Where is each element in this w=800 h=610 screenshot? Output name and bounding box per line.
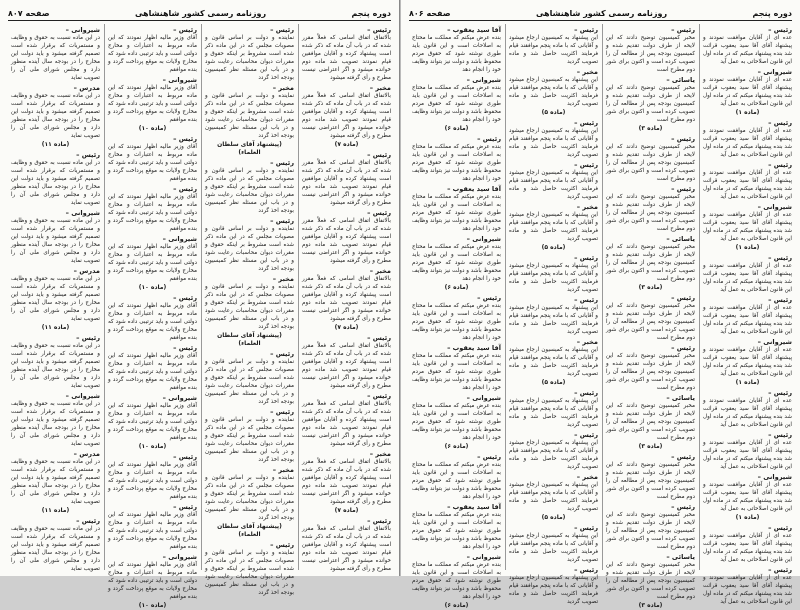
speaker-name: شیروانی – <box>162 235 197 243</box>
paragraph-text: بالاتفاق اتفاق اسامی که فعلاً مقرر شده که در باب آن ماده که ذکر شده است پیشنهاد کرده و آقایان موافقین قیام نمودند تصویب شد ماده دوم خوانده میشود و اگر اعتراضی نیست مطرح و رأی گرفته میشود <box>302 93 391 139</box>
speaker-name: مدرس – <box>73 84 100 92</box>
paragraph-text: این پیشنهاد به کمیسیون ارجاع میشود و آقایانی که با ماده پنجم موافقند قیام فرمایند اکثریت حاصل شد و ماده تصویب گردید <box>509 212 598 242</box>
speaker-name: رئیس – <box>574 254 598 262</box>
paragraph-text: مخبر کمیسیون توضیح دادند که این لایحه از طرف دولت تقدیم شده و کمیسیون بودجه پس از مطالعه آن را تصویب کرده است و اکنون برای شور دوم مطرح است <box>606 462 695 500</box>
speaker-name: مخبر – <box>369 84 391 92</box>
speaker-name: رئیس – <box>671 135 695 143</box>
left-page-columns <box>8 24 391 609</box>
paragraph-text: بنده عرض میکنم که مملکت ما محتاج به اصلاحات است و این قانون باید طوری نوشته شود که حقوق مردم محفوظ باشد و دولت نیز بتواند وظایف خود را انجام دهد <box>412 85 501 123</box>
paragraph-text: آقای وزیر مالیه اظهار نمودند که این ماده مربوط به اعتبارات و مخارج دولتی است و باید ترتیبی داده شود که مخارج ولایات به موقع پرداخت گردد و بنده موافقم <box>108 244 197 282</box>
paragraph-text: عده ای از آقایان موافقت نمودند و پیشنهاد آقای آقا سید یعقوب قرائت شد بنده پیشنهاد میکنم که در ماده اول این قانون اصلاحاتی به عمل آید <box>703 440 792 470</box>
article-reference: (ماده ۷) <box>334 324 359 331</box>
paragraph-text: نماینده و دولت بر اساس قانون و مصوبات مجلس که در این ماده ذکر شده است مشروط بر اینکه حقوق و مقررات دیوان محاسبات رعایت شود و در باب این مسئله نظر کمیسیون بودجه اخذ گردد <box>205 417 294 463</box>
article-reference: (ماده ۳) <box>638 443 663 450</box>
paragraph-text: این پیشنهاد به کمیسیون ارجاع میشود و آقایانی که با ماده پنجم موافقند قیام فرمایند اکثریت حاصل شد و ماده تصویب گردید <box>509 482 598 512</box>
speaker-name: رئیس – <box>768 389 792 397</box>
paragraph-text: بنده عرض میکنم که مملکت ما محتاج به اصلاحات است و این قانون باید طوری نوشته شود که حقوق مردم محفوظ باشد و دولت نیز بتواند وظایف خود را انجام دهد <box>412 512 501 550</box>
speaker-name: رئیس – <box>173 453 197 461</box>
article-reference: (ماده ۶) <box>444 602 469 609</box>
speaker-name: رئیس – <box>270 350 294 358</box>
paragraph-text: بنده عرض میکنم که مملکت ما محتاج به اصلاحات است و این قانون باید طوری نوشته شود که حقوق مردم محفوظ باشد و دولت نیز بتواند وظایف خود را انجام دهد <box>412 303 501 341</box>
speaker-name: مخبر – <box>272 275 294 283</box>
paragraph-text: در این ماده نسبت به حقوق و وظایف و مستمریات که برقرار شده است تصمیم گرفته میشود و باید دولت این مخارج را در بودجه سال آینده منظور دارد و مجلس شورای ملی آن را تصویب نماید <box>11 218 100 264</box>
paragraph-text: بنده عرض میکنم که مملکت ما محتاج به اصلاحات است و این قانون باید طوری نوشته شود که حقوق مردم محفوظ باشد و دولت نیز بتواند وظایف خود را انجام دهد <box>412 35 501 73</box>
speaker-name: یاسائی – <box>666 553 695 561</box>
paragraph-text: این پیشنهاد به کمیسیون ارجاع میشود و آقایانی که با ماده پنجم موافقند قیام فرمایند اکثریت حاصل شد و ماده تصویب گردید <box>509 35 598 65</box>
paragraph-text: نماینده و دولت بر اساس قانون و مصوبات مجلس که در این ماده ذکر شده است مشروط بر اینکه حقوق و مقررات دیوان محاسبات رعایت شود و در باب این مسئله نظر کمیسیون بودجه اخذ گردد <box>205 168 294 214</box>
paragraph-text: آقای وزیر مالیه اظهار نمودند که این ماده مربوط به اعتبارات و مخارج دولتی است و باید ترتیبی داده شود که مخارج ولایات به موقع پرداخت گردد و بنده موافقم <box>108 403 197 441</box>
article-reference: (ماده ۵) <box>541 244 566 251</box>
paragraph-text: بالاتفاق اتفاق اسامی که فعلاً مقرر شده که در باب آن ماده که ذکر شده است پیشنهاد کرده و آقایان موافقین قیام نمودند تصویب شد ماده دوم خوانده میشود و اگر اعتراضی نیست مطرح و رأی گرفته میشود <box>302 526 391 572</box>
paragraph-text: این پیشنهاد به کمیسیون ارجاع میشود و آقایانی که با ماده پنجم موافقند قیام فرمایند اکثریت حاصل شد و ماده تصویب گردید <box>509 575 598 605</box>
article-reference: (ماده ۱) <box>735 109 760 116</box>
paragraph-text: نماینده و دولت بر اساس قانون و مصوبات مجلس که در این ماده ذکر شده است مشروط بر اینکه حقوق و مقررات دیوان محاسبات رعایت شود و در باب این مسئله نظر کمیسیون بودجه اخذ گردد <box>205 284 294 330</box>
paragraph-text: در این ماده نسبت به حقوق و وظایف و مستمریات که برقرار شده است تصمیم گرفته میشود و باید دولت این مخارج را در بودجه سال آینده منظور دارد و مجلس شورای ملی آن را تصویب نماید <box>11 35 100 81</box>
speaker-name: رئیس – <box>76 151 100 159</box>
paragraph-text: آقای وزیر مالیه اظهار نمودند که این ماده مربوط به اعتبارات و مخارج دولتی است و باید ترتیبی داده شود که مخارج ولایات به موقع پرداخت گردد و بنده موافقم <box>108 85 197 123</box>
paragraph-text: آقای وزیر مالیه اظهار نمودند که این ماده مربوط به اعتبارات و مخارج دولتی است و باید ترتیبی داده شود که مخارج ولایات به موقع پرداخت گردد و بنده موافقم <box>108 353 197 391</box>
article-reference: (ماده ۷) <box>334 507 359 514</box>
paragraph-text: مخبر کمیسیون توضیح دادند که این لایحه از طرف دولت تقدیم شده و کمیسیون بودجه پس از مطالعه آن را تصویب کرده است و اکنون برای شور دوم مطرح است <box>606 512 695 550</box>
article-reference: (ماده ۱۰) <box>138 284 167 291</box>
paragraph-text: نماینده و دولت بر اساس قانون و مصوبات مجلس که در این ماده ذکر شده است مشروط بر اینکه حقوق و مقررات دیوان محاسبات رعایت شود و در باب این مسئله نظر کمیسیون بودجه اخذ گردد <box>205 475 294 521</box>
speaker-name: رئیس – <box>768 296 792 304</box>
article-reference: (ماده ۵) <box>541 514 566 521</box>
speaker-name: شیروانی – <box>65 209 100 217</box>
paragraph-text: عده ای از آقایان موافقت نمودند و پیشنهاد آقای آقا سید یعقوب قرائت شد بنده پیشنهاد میکنم که در ماده اول این قانون اصلاحاتی به عمل آید <box>703 347 792 377</box>
speaker-name: رئیس – <box>671 26 695 34</box>
paragraph-text: آقای وزیر مالیه اظهار نمودند که این ماده مربوط به اعتبارات و مخارج دولتی است و باید ترتیبی داده شود که مخارج ولایات به موقع پرداخت گردد و بنده موافقم <box>108 462 197 500</box>
speaker-name: مخبر – <box>576 203 598 211</box>
article-reference: (ماده ۷) <box>334 141 359 148</box>
paragraph-text: بالاتفاق اتفاق اسامی که فعلاً مقرر شده که در باب آن ماده که ذکر شده است پیشنهاد کرده و آقایان موافقین قیام نمودند تصویب شد ماده دوم خوانده میشود و اگر اعتراضی نیست مطرح و رأی گرفته میشود <box>302 218 391 264</box>
paragraph-text: نماینده و دولت بر اساس قانون و مصوبات مجلس که در این ماده ذکر شده است مشروط بر اینکه حقوق و مقررات دیوان محاسبات رعایت شود و در باب این مسئله نظر کمیسیون بودجه اخذ گردد <box>205 550 294 596</box>
speaker-name: رئیس – <box>367 334 391 342</box>
speaker-name: رئیس – <box>76 334 100 342</box>
speaker-name: مخبر – <box>272 84 294 92</box>
paragraph-text: در این ماده نسبت به حقوق و وظایف و مستمریات که برقرار شده است تصمیم گرفته میشود و باید دولت این مخارج را در بودجه سال آینده منظور دارد و مجلس شورای ملی آن را تصویب نماید <box>11 459 100 505</box>
paragraph-text: عده ای از آقایان موافقت نمودند و پیشنهاد آقای آقا سید یعقوب قرائت شد بنده پیشنهاد میکنم که در ماده اول این قانون اصلاحاتی به عمل آید <box>703 170 792 200</box>
speaker-name: رئیس – <box>671 344 695 352</box>
paragraph-text: این پیشنهاد به کمیسیون ارجاع میشود و آقایانی که با ماده پنجم موافقند قیام فرمایند اکثریت حاصل شد و ماده تصویب گردید <box>509 440 598 470</box>
paragraph-text: این پیشنهاد به کمیسیون ارجاع میشود و آقایانی که با ماده پنجم موافقند قیام فرمایند اکثریت حاصل شد و ماده تصویب گردید <box>509 533 598 563</box>
paragraph-text: مخبر کمیسیون توضیح دادند که این لایحه از طرف دولت تقدیم شده و کمیسیون بودجه پس از مطالعه آن را تصویب کرده است و اکنون برای شور دوم مطرح است <box>606 562 695 600</box>
paragraph-text: عده ای از آقایان موافقت نمودند و پیشنهاد آقای آقا سید یعقوب قرائت شد بنده پیشنهاد میکنم که در ماده اول این قانون اصلاحاتی به عمل آید <box>703 482 792 512</box>
paragraph-text: این پیشنهاد به کمیسیون ارجاع میشود و آقایانی که با ماده پنجم موافقند قیام فرمایند اکثریت حاصل شد و ماده تصویب گردید <box>509 77 598 107</box>
paragraph-text: مخبر کمیسیون توضیح دادند که این لایحه از طرف دولت تقدیم شده و کمیسیون بودجه پس از مطالعه آن را تصویب کرده است و اکنون برای شور دوم مطرح است <box>606 35 695 73</box>
paragraph-text: بنده عرض میکنم که مملکت ما محتاج به اصلاحات است و این قانون باید طوری نوشته شود که حقوق مردم محفوظ باشد و دولت نیز بتواند وظایف خود را انجام دهد <box>412 353 501 391</box>
paragraph-text: بنده عرض میکنم که مملکت ما محتاج به اصلاحات است و این قانون باید طوری نوشته شود که حقوق مردم محفوظ باشد و دولت نیز بتواند وظایف خود را انجام دهد <box>412 194 501 232</box>
paragraph-text: آقای وزیر مالیه اظهار نمودند که این ماده مربوط به اعتبارات و مخارج دولتی است و باید ترتیبی داده شود که مخارج ولایات به موقع پرداخت گردد و بنده موافقم <box>108 194 197 232</box>
speaker-name: شیروانی – <box>162 76 197 84</box>
paragraph-text: بنده عرض میکنم که مملکت ما محتاج به اصلاحات است و این قانون باید طوری نوشته شود که حقوق مردم محفوظ باشد و دولت نیز بتواند وظایف خود را انجام دهد <box>412 144 501 182</box>
speaker-name: رئیس – <box>574 389 598 397</box>
text-column <box>298 24 391 570</box>
paragraph-text: این پیشنهاد به کمیسیون ارجاع میشود و آقایانی که با ماده پنجم موافقند قیام فرمایند اکثریت حاصل شد و ماده تصویب گردید <box>509 305 598 335</box>
left-page <box>0 0 400 609</box>
speaker-name: رئیس – <box>574 524 598 532</box>
speaker-name: شیروانی – <box>162 553 197 561</box>
article-reference: (ماده ۱) <box>735 379 760 386</box>
article-reference: (ماده ۳) <box>638 125 663 132</box>
speaker-name: رئیس – <box>574 119 598 127</box>
speaker-name: رئیس – <box>270 26 294 34</box>
article-reference: (ماده ۶) <box>444 125 469 132</box>
page-number: صفحه ۸۰۶ <box>409 8 451 18</box>
speaker-name: رئیس – <box>477 294 501 302</box>
speaker-name: رئیس – <box>173 135 197 143</box>
speaker-name: رئیس – <box>270 217 294 225</box>
paragraph-text: این پیشنهاد به کمیسیون ارجاع میشود و آقایانی که با ماده پنجم موافقند قیام فرمایند اکثریت حاصل شد و ماده تصویب گردید <box>509 170 598 200</box>
paragraph-text: عده ای از آقایان موافقت نمودند و پیشنهاد آقای آقا سید یعقوب قرائت شد بنده پیشنهاد میکنم که در ماده اول این قانون اصلاحاتی به عمل آید <box>703 305 792 335</box>
text-column <box>201 24 294 596</box>
paragraph-text: مخبر کمیسیون توضیح دادند که این لایحه از طرف دولت تقدیم شده و کمیسیون بودجه پس از مطالعه آن را تصویب کرده است و اکنون برای شور دوم مطرح است <box>606 303 695 341</box>
paragraph-text: بنده عرض میکنم که مملکت ما محتاج به اصلاحات است و این قانون باید طوری نوشته شود که حقوق مردم محفوظ باشد و دولت نیز بتواند وظایف خود را انجام دهد <box>412 462 501 500</box>
speaker-name: رئیس – <box>270 541 294 549</box>
article-reference: (ماده ۳) <box>638 602 663 609</box>
article-reference: (پیشنهاد آقای سلطان العلماء) <box>217 523 282 538</box>
article-reference: (ماده ۶) <box>444 443 469 450</box>
speaker-name: رئیس – <box>671 453 695 461</box>
speaker-name: رئیس – <box>768 254 792 262</box>
text-column <box>602 24 695 609</box>
paragraph-text: عده ای از آقایان موافقت نمودند و پیشنهاد آقای آقا سید یعقوب قرائت شد بنده پیشنهاد میکنم که در ماده اول این قانون اصلاحاتی به عمل آید <box>703 575 792 605</box>
speaker-name: یاسائی – <box>666 76 695 84</box>
article-reference: (ماده ۱۱) <box>41 324 70 331</box>
article-reference: (ماده ۱۰) <box>138 443 167 450</box>
article-reference: (ماده ۱۰) <box>138 602 167 609</box>
paragraph-text: عده ای از آقایان موافقت نمودند و پیشنهاد آقای آقا سید یعقوب قرائت شد بنده پیشنهاد میکنم که در ماده اول این قانون اصلاحاتی به عمل آید <box>703 77 792 107</box>
paragraph-text: نماینده و دولت بر اساس قانون و مصوبات مجلس که در این ماده ذکر شده است مشروط بر اینکه حقوق و مقررات دیوان محاسبات رعایت شود و در باب این مسئله نظر کمیسیون بودجه اخذ گردد <box>205 226 294 272</box>
paragraph-text: مخبر کمیسیون توضیح دادند که این لایحه از طرف دولت تقدیم شده و کمیسیون بودجه پس از مطالعه آن را تصویب کرده است و اکنون برای شور دوم مطرح است <box>606 403 695 441</box>
article-reference: (ماده ۱۱) <box>41 507 70 514</box>
speaker-name: رئیس – <box>173 185 197 193</box>
speaker-name: رئیس – <box>477 135 501 143</box>
article-reference: (ماده ۵) <box>541 379 566 386</box>
speaker-name: یاسائی – <box>666 394 695 402</box>
paragraph-text: بالاتفاق اتفاق اسامی که فعلاً مقرر شده که در باب آن ماده که ذکر شده است پیشنهاد کرده و آقایان موافقین قیام نمودند تصویب شد ماده دوم خوانده میشود و اگر اعتراضی نیست مطرح و رأی گرفته میشود <box>302 35 391 81</box>
paragraph-text: مخبر کمیسیون توضیح دادند که این لایحه از طرف دولت تقدیم شده و کمیسیون بودجه پس از مطالعه آن را تصویب کرده است و اکنون برای شور دوم مطرح است <box>606 194 695 232</box>
paragraph-text: آقای وزیر مالیه اظهار نمودند که این ماده مربوط به اعتبارات و مخارج دولتی است و باید ترتیبی داده شود که مخارج ولایات به موقع پرداخت گردد و بنده موافقم <box>108 512 197 550</box>
speaker-name: رئیس – <box>574 431 598 439</box>
article-reference: (ماده ۱) <box>735 514 760 521</box>
text-column <box>409 24 501 609</box>
paragraph-text: این پیشنهاد به کمیسیون ارجاع میشود و آقایانی که با ماده پنجم موافقند قیام فرمایند اکثریت حاصل شد و ماده تصویب گردید <box>509 263 598 293</box>
paragraph-text: در این ماده نسبت به حقوق و وظایف و مستمریات که برقرار شده است تصمیم گرفته میشود و باید دولت این مخارج را در بودجه سال آینده منظور دارد و مجلس شورای ملی آن را تصویب نماید <box>11 276 100 322</box>
article-reference: (ماده ۱۰) <box>138 125 167 132</box>
speaker-name: مخبر – <box>576 473 598 481</box>
article-reference: (پیشنهاد آقای سلطان العلماء) <box>217 141 282 156</box>
speaker-name: رئیس – <box>574 161 598 169</box>
paragraph-text: در این ماده نسبت به حقوق و وظایف و مستمریات که برقرار شده است تصمیم گرفته میشود و باید دولت این مخارج را در بودجه سال آینده منظور دارد و مجلس شورای ملی آن را تصویب نماید <box>11 160 100 206</box>
article-reference: (ماده ۱۱) <box>41 141 70 148</box>
paragraph-text: مخبر کمیسیون توضیح دادند که این لایحه از طرف دولت تقدیم شده و کمیسیون بودجه پس از مطالعه آن را تصویب کرده است و اکنون برای شور دوم مطرح است <box>606 353 695 391</box>
speaker-name: آقا سید یعقوب – <box>447 344 501 352</box>
newspaper-title: روزنامه رسمی کشور شاهنشاهی <box>535 8 668 18</box>
speaker-name: مدرس – <box>73 267 100 275</box>
text-column <box>8 24 100 570</box>
speaker-name: رئیس – <box>671 294 695 302</box>
paragraph-text: در این ماده نسبت به حقوق و وظایف و مستمریات که برقرار شده است تصمیم گرفته میشود و باید دولت این مخارج را در بودجه سال آینده منظور دارد و مجلس شورای ملی آن را تصویب نماید <box>11 526 100 572</box>
speaker-name: آقا سید یعقوب – <box>447 26 501 34</box>
speaker-name: رئیس – <box>367 151 391 159</box>
paragraph-text: در این ماده نسبت به حقوق و وظایف و مستمریات که برقرار شده است تصمیم گرفته میشود و باید دولت این مخارج را در بودجه سال آینده منظور دارد و مجلس شورای ملی آن را تصویب نماید <box>11 401 100 447</box>
paragraph-text: مخبر کمیسیون توضیح دادند که این لایحه از طرف دولت تقدیم شده و کمیسیون بودجه پس از مطالعه آن را تصویب کرده است و اکنون برای شور دوم مطرح است <box>606 244 695 282</box>
speaker-name: شیروانی – <box>65 392 100 400</box>
right-page-header <box>409 6 792 21</box>
speaker-name: رئیس – <box>173 294 197 302</box>
paragraph-text: عده ای از آقایان موافقت نمودند و پیشنهاد آقای آقا سید یعقوب قرائت شد بنده پیشنهاد میکنم که در ماده اول این قانون اصلاحاتی به عمل آید <box>703 35 792 65</box>
speaker-name: رئیس – <box>671 185 695 193</box>
paragraph-text: این پیشنهاد به کمیسیون ارجاع میشود و آقایانی که با ماده پنجم موافقند قیام فرمایند اکثریت حاصل شد و ماده تصویب گردید <box>509 128 598 158</box>
speaker-name: شیروانی – <box>757 473 792 481</box>
text-column <box>104 24 197 609</box>
speaker-name: شیروانی – <box>466 235 501 243</box>
speaker-name: شیروانی – <box>466 76 501 84</box>
speaker-name: رئیس – <box>574 26 598 34</box>
speaker-name: مخبر – <box>576 338 598 346</box>
speaker-name: رئیس – <box>76 517 100 525</box>
paragraph-text: عده ای از آقایان موافقت نمودند و پیشنهاد آقای آقا سید یعقوب قرائت شد بنده پیشنهاد میکنم که در ماده اول این قانون اصلاحاتی به عمل آید <box>703 128 792 158</box>
speaker-name: رئیس – <box>367 392 391 400</box>
text-column <box>699 24 792 605</box>
paragraph-text: آقای وزیر مالیه اظهار نمودند که این ماده مربوط به اعتبارات و مخارج دولتی است و باید ترتیبی داده شود که مخارج ولایات به موقع پرداخت گردد و بنده موافقم <box>108 35 197 73</box>
speaker-name: شیروانی – <box>757 68 792 76</box>
speaker-name: رئیس – <box>671 503 695 511</box>
paragraph-text: آقای وزیر مالیه اظهار نمودند که این ماده مربوط به اعتبارات و مخارج دولتی است و باید ترتیبی داده شود که مخارج ولایات به موقع پرداخت گردد و بنده موافقم <box>108 144 197 182</box>
speaker-name: رئیس – <box>173 344 197 352</box>
speaker-name: رئیس – <box>270 408 294 416</box>
paragraph-text: بالاتفاق اتفاق اسامی که فعلاً مقرر شده که در باب آن ماده که ذکر شده است پیشنهاد کرده و آقایان موافقین قیام نمودند تصویب شد ماده دوم خوانده میشود و اگر اعتراضی نیست مطرح و رأی گرفته میشود <box>302 160 391 206</box>
paragraph-text: بالاتفاق اتفاق اسامی که فعلاً مقرر شده که در باب آن ماده که ذکر شده است پیشنهاد کرده و آقایان موافقین قیام نمودند تصویب شد ماده دوم خوانده میشود و اگر اعتراضی نیست مطرح و رأی گرفته میشود <box>302 459 391 505</box>
paragraph-text: بالاتفاق اتفاق اسامی که فعلاً مقرر شده که در باب آن ماده که ذکر شده است پیشنهاد کرده و آقایان موافقین قیام نمودند تصویب شد ماده دوم خوانده میشود و اگر اعتراضی نیست مطرح و رأی گرفته میشود <box>302 276 391 322</box>
article-reference: (پیشنهاد آقای سلطان العلماء) <box>217 332 282 347</box>
speaker-name: یاسائی – <box>666 235 695 243</box>
speaker-name: رئیس – <box>768 524 792 532</box>
paragraph-text: بالاتفاق اتفاق اسامی که فعلاً مقرر شده که در باب آن ماده که ذکر شده است پیشنهاد کرده و آقایان موافقین قیام نمودند تصویب شد ماده دوم خوانده میشود و اگر اعتراضی نیست مطرح و رأی گرفته میشود <box>302 401 391 447</box>
speaker-name: رئیس – <box>367 209 391 217</box>
speaker-name: مخبر – <box>576 68 598 76</box>
paragraph-text: این پیشنهاد به کمیسیون ارجاع میشود و آقایانی که با ماده پنجم موافقند قیام فرمایند اکثریت حاصل شد و ماده تصویب گردید <box>509 398 598 428</box>
speaker-name: شیروانی – <box>466 394 501 402</box>
article-reference: (ماده ۵) <box>541 109 566 116</box>
speaker-name: رئیس – <box>768 161 792 169</box>
speaker-name: شیروانی – <box>162 394 197 402</box>
paragraph-text: مخبر کمیسیون توضیح دادند که این لایحه از طرف دولت تقدیم شده و کمیسیون بودجه پس از مطالعه آن را تصویب کرده است و اکنون برای شور دوم مطرح است <box>606 144 695 182</box>
speaker-name: شیروانی – <box>65 26 100 34</box>
speaker-name: آقا سید یعقوب – <box>447 503 501 511</box>
speaker-name: آقا سید یعقوب – <box>447 185 501 193</box>
paragraph-text: عده ای از آقایان موافقت نمودند و پیشنهاد آقای آقا سید یعقوب قرائت شد بنده پیشنهاد میکنم که در ماده اول این قانون اصلاحاتی به عمل آید <box>703 398 792 428</box>
paragraph-text: عده ای از آقایان موافقت نمودند و پیشنهاد آقای آقا سید یعقوب قرائت شد بنده پیشنهاد میکنم که در ماده اول این قانون اصلاحاتی به عمل آید <box>703 533 792 563</box>
paragraph-text: این پیشنهاد به کمیسیون ارجاع میشود و آقایانی که با ماده پنجم موافقند قیام فرمایند اکثریت حاصل شد و ماده تصویب گردید <box>509 347 598 377</box>
paragraph-text: عده ای از آقایان موافقت نمودند و پیشنهاد آقای آقا سید یعقوب قرائت شد بنده پیشنهاد میکنم که در ماده اول این قانون اصلاحاتی به عمل آید <box>703 263 792 293</box>
speaker-name: مخبر – <box>369 450 391 458</box>
speaker-name: رئیس – <box>173 26 197 34</box>
session-label: دوره پنجم <box>752 8 792 18</box>
speaker-name: شیروانی – <box>757 338 792 346</box>
article-reference: (ماده ۱) <box>735 244 760 251</box>
left-page-header <box>8 6 391 21</box>
paragraph-text: بنده عرض میکنم که مملکت ما محتاج به اصلاحات است و این قانون باید طوری نوشته شود که حقوق مردم محفوظ باشد و دولت نیز بتواند وظایف خود را انجام دهد <box>412 403 501 441</box>
text-column <box>505 24 598 605</box>
paragraph-text: نماینده و دولت بر اساس قانون و مصوبات مجلس که در این ماده ذکر شده است مشروط بر اینکه حقوق و مقررات دیوان محاسبات رعایت شود و در باب این مسئله نظر کمیسیون بودجه اخذ گردد <box>205 359 294 405</box>
speaker-name: مخبر – <box>369 267 391 275</box>
speaker-name: رئیس – <box>367 517 391 525</box>
newspaper-title: روزنامه رسمی کشور شاهنشاهی <box>134 8 267 18</box>
speaker-name: رئیس – <box>270 159 294 167</box>
paragraph-text: بنده عرض میکنم که مملکت ما محتاج به اصلاحات است و این قانون باید طوری نوشته شود که حقوق مردم محفوظ باشد و دولت نیز بتواند وظایف خود را انجام دهد <box>412 244 501 282</box>
speaker-name: شیروانی – <box>466 553 501 561</box>
paragraph-text: آقای وزیر مالیه اظهار نمودند که این ماده مربوط به اعتبارات و مخارج دولتی است و باید ترتیبی داده شود که مخارج ولایات به موقع پرداخت گردد و بنده موافقم <box>108 562 197 600</box>
paragraph-text: آقای وزیر مالیه اظهار نمودند که این ماده مربوط به اعتبارات و مخارج دولتی است و باید ترتیبی داده شود که مخارج ولایات به موقع پرداخت گردد و بنده موافقم <box>108 303 197 341</box>
speaker-name: رئیس – <box>574 566 598 574</box>
speaker-name: رئیس – <box>768 566 792 574</box>
paragraph-text: مخبر کمیسیون توضیح دادند که این لایحه از طرف دولت تقدیم شده و کمیسیون بودجه پس از مطالعه آن را تصویب کرده است و اکنون برای شور دوم مطرح است <box>606 85 695 123</box>
article-reference: (ماده ۶) <box>444 284 469 291</box>
speaker-name: رئیس – <box>574 296 598 304</box>
right-page <box>400 0 800 609</box>
paragraph-text: در این ماده نسبت به حقوق و وظایف و مستمریات که برقرار شده است تصمیم گرفته میشود و باید دولت این مخارج را در بودجه سال آینده منظور دارد و مجلس شورای ملی آن را تصویب نماید <box>11 343 100 389</box>
article-reference: (ماده ۳) <box>638 284 663 291</box>
paragraph-text: نماینده و دولت بر اساس قانون و مصوبات مجلس که در این ماده ذکر شده است مشروط بر اینکه حقوق و مقررات دیوان محاسبات رعایت شود و در باب این مسئله نظر کمیسیون بودجه اخذ گردد <box>205 35 294 81</box>
speaker-name: مدرس – <box>73 450 100 458</box>
speaker-name: شیروانی – <box>757 203 792 211</box>
speaker-name: رئیس – <box>477 453 501 461</box>
paragraph-text: عده ای از آقایان موافقت نمودند و پیشنهاد آقای آقا سید یعقوب قرائت شد بنده پیشنهاد میکنم که در ماده اول این قانون اصلاحاتی به عمل آید <box>703 212 792 242</box>
speaker-name: رئیس – <box>768 119 792 127</box>
paragraph-text: در این ماده نسبت به حقوق و وظایف و مستمریات که برقرار شده است تصمیم گرفته میشود و باید دولت این مخارج را در بودجه سال آینده منظور دارد و مجلس شورای ملی آن را تصویب نماید <box>11 93 100 139</box>
right-page-columns <box>409 24 792 609</box>
speaker-name: رئیس – <box>173 503 197 511</box>
page-number: صفحه ۸۰۷ <box>8 8 50 18</box>
speaker-name: مخبر – <box>272 466 294 474</box>
paragraph-text: بنده عرض میکنم که مملکت ما محتاج به اصلاحات است و این قانون باید طوری نوشته شود که حقوق مردم محفوظ باشد و دولت نیز بتواند وظایف خود را انجام دهد <box>412 562 501 600</box>
speaker-name: رئیس – <box>768 26 792 34</box>
paragraph-text: بالاتفاق اتفاق اسامی که فعلاً مقرر شده که در باب آن ماده که ذکر شده است پیشنهاد کرده و آقایان موافقین قیام نمودند تصویب شد ماده دوم خوانده میشود و اگر اعتراضی نیست مطرح و رأی گرفته میشود <box>302 343 391 389</box>
speaker-name: رئیس – <box>367 26 391 34</box>
paragraph-text: نماینده و دولت بر اساس قانون و مصوبات مجلس که در این ماده ذکر شده است مشروط بر اینکه حقوق و مقررات دیوان محاسبات رعایت شود و در باب این مسئله نظر کمیسیون بودجه اخذ گردد <box>205 93 294 139</box>
session-label: دوره پنجم <box>351 8 391 18</box>
speaker-name: رئیس – <box>768 431 792 439</box>
